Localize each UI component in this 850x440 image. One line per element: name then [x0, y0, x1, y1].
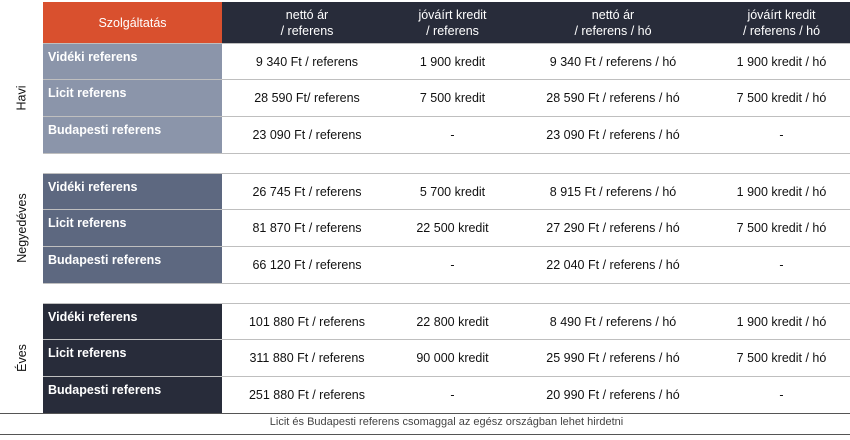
table-row: [43, 80, 850, 117]
header-service-label: Szolgáltatás: [98, 15, 167, 30]
service-name: Vidéki referens: [43, 44, 222, 79]
service-name: Budapesti referens: [43, 117, 222, 153]
group-label-text: Éves: [14, 344, 29, 372]
header-credit-month-label: jóváírt kredit / referens / hó: [742, 7, 821, 38]
net-price-cell: 23 090 Ft / referens: [252, 128, 362, 142]
service-name: Budapesti referens: [43, 377, 222, 413]
service-name: Licit referens: [43, 80, 222, 116]
header-credit-month: [713, 2, 850, 43]
net-price-month-cell: 23 090 Ft / referens / hó: [546, 128, 680, 142]
table-row: [43, 377, 850, 414]
credit-cell: 7 500 kredit: [419, 91, 486, 105]
credit-cell: -: [450, 258, 455, 272]
credit-cell: 1 900 kredit: [419, 54, 486, 69]
credit-month-cell: 1 900 kredit / hó: [736, 314, 827, 329]
net-price-month-cell: 27 290 Ft / referens / hó: [546, 221, 680, 235]
group-label-text: Negyedéves: [14, 193, 29, 263]
credit-month-cell: -: [779, 128, 784, 142]
net-price-cell: 251 880 Ft / referens: [248, 388, 366, 402]
table-row: [43, 117, 850, 154]
group-label-negyedeves: [0, 173, 43, 283]
net-price-month-cell: 28 590 Ft / referens / hó: [546, 91, 680, 105]
header-service: [43, 2, 222, 43]
header-net-price: [222, 2, 392, 43]
group-label-eves: [0, 303, 43, 413]
credit-month-cell: -: [779, 258, 784, 272]
credit-month-cell: 7 500 kredit / hó: [736, 221, 827, 235]
net-price-cell: 311 880 Ft / referens: [249, 351, 365, 365]
credit-month-cell: -: [779, 388, 784, 402]
net-price-cell: 26 745 Ft / referens: [252, 184, 362, 199]
footnote: Licit és Budapesti referens csomaggal az egész országban lehet hirdetni: [269, 416, 624, 428]
credit-month-cell: 1 900 kredit / hó: [736, 184, 827, 199]
header-net-price-label: nettó ár / referens: [280, 7, 334, 38]
table-row: [43, 43, 850, 80]
net-price-cell: 101 880 Ft / referens: [248, 314, 366, 329]
table-row: [43, 303, 850, 340]
net-price-month-cell: 9 340 Ft / referens / hó: [549, 54, 677, 69]
credit-cell: 5 700 kredit: [419, 184, 486, 199]
credit-cell: -: [450, 388, 455, 402]
credit-cell: -: [450, 128, 455, 142]
header-credit: [392, 2, 513, 43]
net-price-month-cell: 8 915 Ft / referens / hó: [549, 184, 677, 199]
table-row: [43, 247, 850, 284]
net-price-cell: 9 340 Ft / referens: [255, 54, 359, 69]
credit-cell: 90 000 kredit: [416, 351, 489, 365]
group-label-havi: [0, 43, 43, 153]
footer-divider: [0, 413, 850, 414]
table-row: [43, 340, 850, 377]
header-credit-label: jóváírt kredit / referens: [418, 7, 487, 38]
table-row: [43, 173, 850, 210]
credit-cell: 22 500 kredit: [416, 221, 489, 235]
net-price-cell: 66 120 Ft / referens: [252, 258, 362, 272]
net-price-month-cell: 8 490 Ft / referens / hó: [549, 314, 677, 329]
credit-cell: 22 800 kredit: [416, 314, 489, 329]
header-net-price-month-label: nettó ár / referens / hó: [574, 7, 652, 38]
net-price-month-cell: 20 990 Ft / referens / hó: [546, 388, 680, 402]
table-row: [43, 210, 850, 247]
service-name: Budapesti referens: [43, 247, 222, 283]
credit-month-cell: 7 500 kredit / hó: [736, 351, 827, 365]
header-net-price-month: [513, 2, 713, 43]
net-price-cell: 28 590 Ft/ referens: [254, 91, 360, 105]
net-price-month-cell: 22 040 Ft / referens / hó: [546, 258, 680, 272]
net-price-month-cell: 25 990 Ft / referens / hó: [546, 351, 680, 365]
service-name: Vidéki referens: [43, 174, 222, 209]
bottom-divider: [0, 434, 850, 435]
group-label-text: Havi: [14, 85, 29, 111]
service-name: Licit referens: [43, 340, 222, 376]
credit-month-cell: 1 900 kredit / hó: [736, 54, 827, 69]
service-name: Vidéki referens: [43, 304, 222, 339]
net-price-cell: 81 870 Ft / referens: [252, 221, 362, 235]
service-name: Licit referens: [43, 210, 222, 246]
credit-month-cell: 7 500 kredit / hó: [736, 91, 827, 105]
